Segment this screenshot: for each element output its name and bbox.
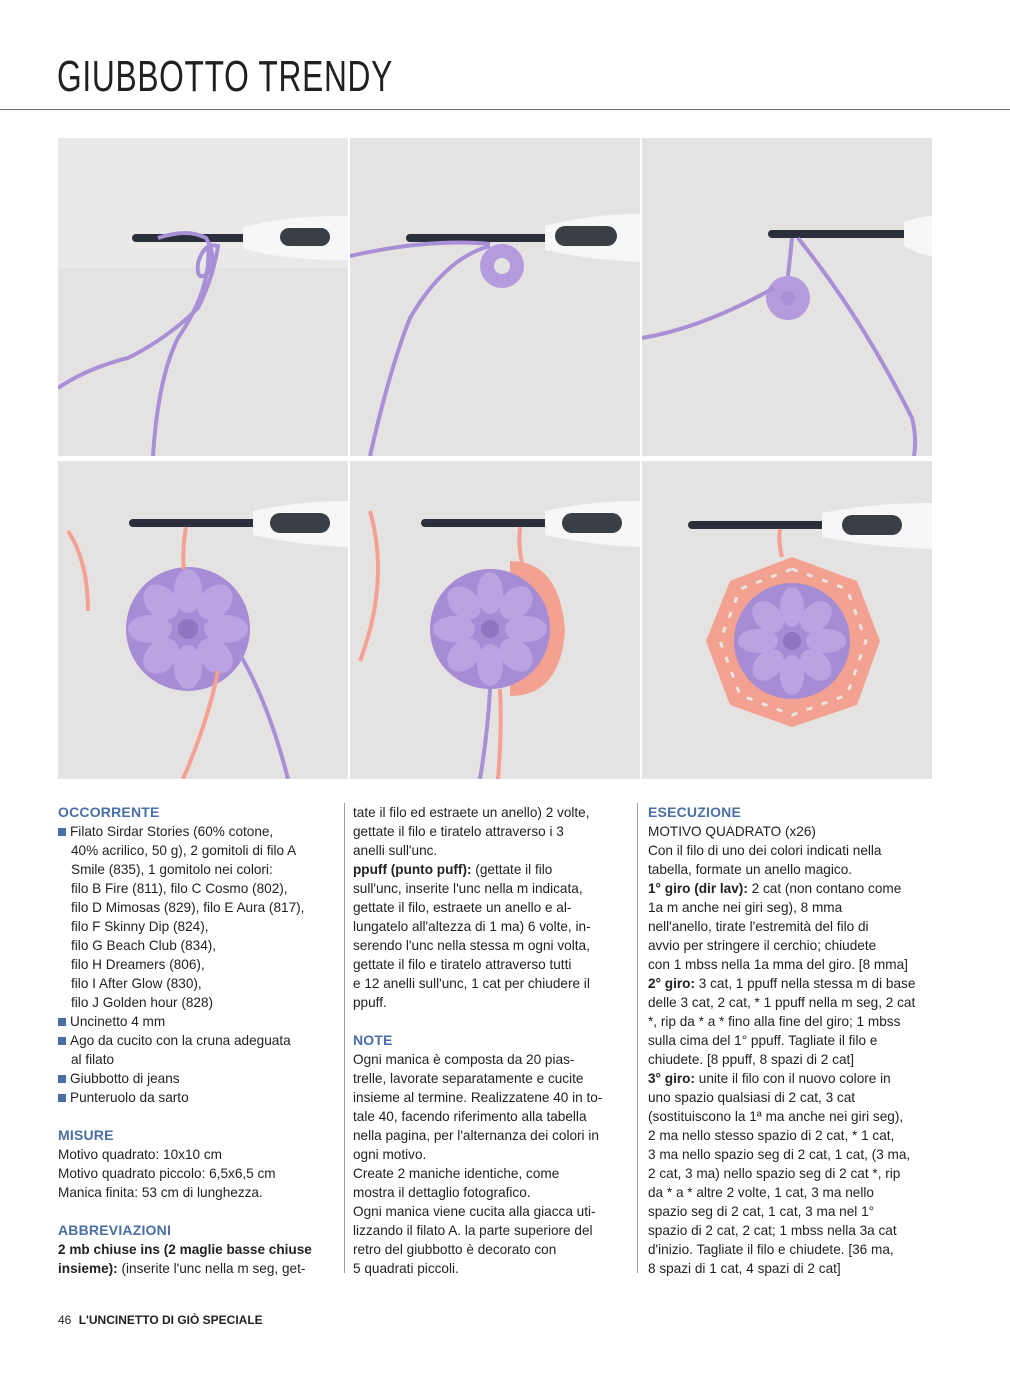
photo-step-3 [642,138,932,456]
instruction-line: spazio seg di 2 cat, 1 cat, 3 ma nel 1° [648,1204,875,1219]
photo-grid [58,138,938,781]
instruction-line: chiudete. [8 ppuff, 8 spazi di 2 cat] [648,1052,855,1067]
motif-subtitle: MOTIVO QUADRATO (x26) [648,824,816,839]
photo-step-6 [642,461,932,779]
abbr-line: gettate il filo e tiratelo attraverso i 3 [353,824,564,839]
instruction-line: spazio di 2 cat, 2 cat; 1 mbss nella 3a cat [648,1223,897,1238]
round-3-text: unite il filo con il nuovo colore in [694,1071,891,1086]
instruction-line: Con il filo di uno dei colori indicati nella [648,843,882,858]
instruction-line: *, rip da * a * fino alla fine del giro; 1 mbss [648,1014,901,1029]
column-divider [344,803,345,1273]
materials-line: filo D Mimosas (829), filo E Aura (817), [71,900,305,915]
round-1-line [648,879,938,898]
step-4-puff-flower-illustration [58,461,348,779]
instruction-line: da * a * altre 2 volte, 1 cat, 3 ma nello [648,1185,874,1200]
instruction-line: (sostituiscono la 1ª ma anche nei giri seg), [648,1109,904,1124]
column-materials [58,803,340,1278]
instruction-line: 8 spazi di 1 cat, 4 spazi di 2 cat] [648,1261,841,1276]
materials-line: filo G Beach Club (834), [71,938,217,953]
photo-step-4 [58,461,348,779]
note-line: insieme al termine. Realizzatene 40 in to- [353,1090,603,1105]
instruction-line: avvio per stringere il cerchio; chiudete [648,938,877,953]
materials-item-awl: Punteruolo da sarto [58,1088,340,1107]
instruction-line: uno spazio qualsiasi di 2 cat, 3 cat [648,1090,856,1105]
round-1-label: 1° giro (dir lav): [648,881,748,896]
abbr-definition: (inserite l'unc nella m seg, get- [117,1261,306,1276]
section-misure-title: MISURE [58,1127,114,1143]
step-3-closed-ring-illustration [642,138,932,456]
instruction-line: 2 ma nello stesso spazio di 2 cat, * 1 cat, [648,1128,895,1143]
note-line: nella pagina, per l'alternanza dei colori in [353,1128,599,1143]
note-line: Ogni manica viene cucita alla giacca uti- [353,1204,596,1219]
materials-line: filo J Golden hour (828) [71,995,214,1010]
abbr-line: ppuff. [353,995,387,1010]
materials-line: filo B Fire (811), filo C Cosmo (802), [71,881,288,896]
section-esecuzione-title: ESECUZIONE [648,804,742,820]
photo-step-5 [350,461,640,779]
column-abbreviations-notes [353,803,635,1278]
instruction-line: 3 ma nello spazio seg di 2 cat, 1 cat, (3 ma, [648,1147,911,1162]
instruction-line: 2 cat, 3 ma) nello spazio seg di 2 cat *, rip [648,1166,901,1181]
note-line: tale 40, facendo riferimento alla tabella [353,1109,587,1124]
misure-line: Motivo quadrato piccolo: 6,5x6,5 cm [58,1166,276,1181]
materials-line: filo I After Glow (830), [71,976,202,991]
step-2-magic-ring-illustration [350,138,640,456]
note-line: Ogni manica è composta da 20 pias- [353,1052,575,1067]
abbr-line: anelli sull'unc. [353,843,438,858]
page-number: 46 [58,1313,72,1327]
section-occorrente-title: OCCORRENTE [58,804,160,820]
misure-line: Manica finita: 53 cm di lunghezza. [58,1185,263,1200]
page-footer [58,1313,263,1327]
materials-line: filo F Skinny Dip (824), [71,919,209,934]
round-2-line [648,974,938,993]
abbr-line [353,860,635,879]
abbr-line [58,1259,340,1278]
section-note-title: NOTE [353,1032,393,1048]
abbr-term: insieme): [58,1261,118,1276]
abbr-line: gettate il filo, estraete un anello e al- [353,900,572,915]
materials-item-yarn: Filato Sirdar Stories (60% cotone, [58,822,340,841]
materials-line: 40% acrilico, 50 g), 2 gomitoli di filo A [71,843,297,858]
round-2-label: 2° giro: [648,976,695,991]
note-line: retro del giubbotto è decorato con [353,1242,557,1257]
round-1-text: 2 cat (non contano come [747,881,902,896]
abbr-line: 2 mb chiuse ins (2 maglie basse chiuse [58,1242,312,1257]
abbr-line: e 12 anelli sull'unc, 1 cat per chiudere il [353,976,590,991]
column-divider [637,803,638,1273]
note-line: lizzando il filato A. la parte superiore del [353,1223,593,1238]
photo-step-1 [58,138,348,456]
abbr-line: tate il filo ed estraete un anello) 2 volte, [353,805,590,820]
abbr-definition: (gettate il filo [471,862,553,877]
column-instructions [648,803,938,1278]
materials-item-hook: Uncinetto 4 mm [58,1012,340,1031]
abbr-term-ppuff: ppuff (punto puff): [353,862,472,877]
misure-line: Motivo quadrato: 10x10 cm [58,1147,222,1162]
instruction-line: nell'anello, tirate l'estremità del filo di [648,919,869,934]
title-rule [0,109,1010,110]
materials-line: filo H Dreamers (806), [71,957,205,972]
instruction-line: con 1 mbss nella 1a mma del giro. [8 mma] [648,957,908,972]
instruction-line: sulla cima del 1° ppuff. Tagliate il filo e [648,1033,878,1048]
note-line: 5 quadrati piccoli. [353,1261,459,1276]
note-line: Create 2 maniche identiche, come [353,1166,560,1181]
instruction-line: tabella, formate un anello magico. [648,862,853,877]
photo-step-2 [350,138,640,456]
step-1-slip-loop-illustration [58,138,348,456]
instruction-line: d'inizio. Tagliate il filo e chiudete. [36 ma, [648,1242,894,1257]
step-5-adding-round-illustration [350,461,640,779]
step-6-finished-square-illustration [642,461,932,779]
abbr-line: serendo l'unc nella stessa m ogni volta, [353,938,590,953]
round-3-label: 3° giro: [648,1071,695,1086]
note-line: mostra il dettaglio fotografico. [353,1185,531,1200]
note-line: trelle, lavorate separatamente e cucite [353,1071,584,1086]
note-line: ogni motivo. [353,1147,427,1162]
round-3-line [648,1069,938,1088]
abbr-line: sull'unc, inserite l'unc nella m indicata, [353,881,583,896]
abbr-line: gettate il filo e tiratelo attraverso tutti [353,957,572,972]
materials-item-jacket: Giubbotto di jeans [58,1069,340,1088]
materials-line: al filato [71,1052,115,1067]
materials-item-needle: Ago da cucito con la cruna adeguata [58,1031,340,1050]
page-title: GIUBBOTTO TRENDY [57,52,393,101]
abbr-line: lungatelo all'altezza di 1 ma) 6 volte, in- [353,919,591,934]
instruction-line: delle 3 cat, 2 cat, * 1 ppuff nella m seg, 2 cat [648,995,916,1010]
materials-line: Smile (835), 1 gomitolo nei colori: [71,862,273,877]
round-2-text: 3 cat, 1 ppuff nella stessa m di base [694,976,916,991]
section-abbreviazioni-title: ABBREVIAZIONI [58,1222,172,1238]
instruction-line: 1a m anche nei giri seg), 8 mma [648,900,843,915]
magazine-name: L'UNCINETTO DI GIÒ SPECIALE [78,1313,263,1327]
